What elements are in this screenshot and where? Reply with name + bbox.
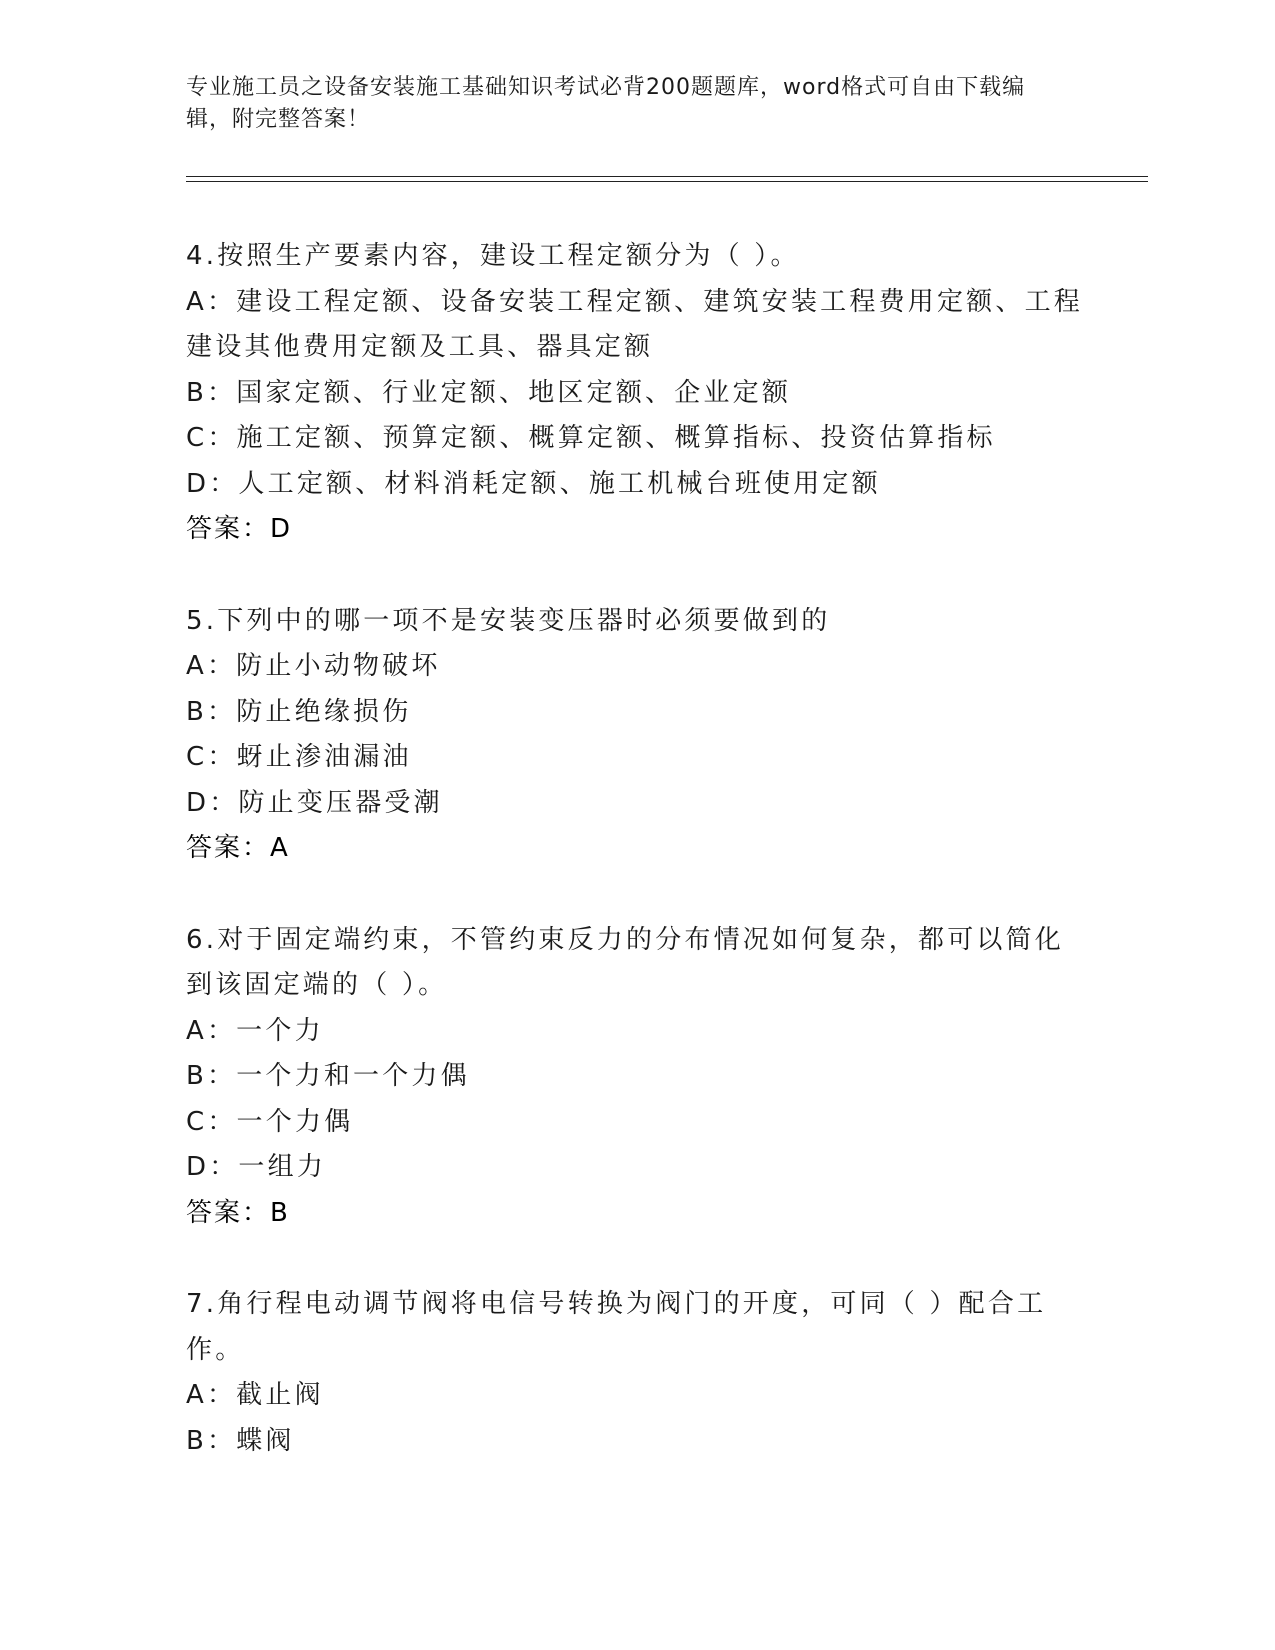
header-divider-top	[186, 176, 1148, 177]
option-a: A：截止阀	[186, 1380, 324, 1410]
question-item	[186, 918, 1086, 1237]
option-d: D：防止变压器受潮	[186, 787, 443, 818]
option-c: C：蚜止渗油漏油	[186, 742, 412, 772]
option-b: B：一个力和一个力偶	[186, 1061, 470, 1091]
question-list	[186, 234, 1086, 1510]
question-stem: 4.按照生产要素内容，建设工程定额分为（ ）。	[186, 241, 800, 271]
option-d: D：一组力	[186, 1152, 327, 1182]
question-stem: 7.角行程电动调节阀将电信号转换为阀门的开度，可同（ ）配合工作。	[186, 1289, 1047, 1365]
question-item	[186, 599, 1086, 872]
answer-label: 答案：B	[186, 1197, 290, 1228]
option-c: C：施工定额、预算定额、概算定额、概算指标、投资估算指标	[186, 423, 996, 453]
answer-label: 答案：D	[186, 514, 293, 544]
option-c: C：一个力偶	[186, 1106, 354, 1137]
question-item	[186, 234, 1086, 553]
document-header: 专业施工员之设备安装施工基础知识考试必背200题题库，word格式可自由下载编辑，附完整答案！	[186, 75, 1026, 132]
question-stem: 5.下列中的哪一项不是安装变压器时必须要做到的	[186, 605, 831, 636]
answer-label: 答案：A	[186, 833, 290, 863]
question-stem: 6.对于固定端约束，不管约束反力的分布情况如何复杂，都可以简化到该固定端的（ ）。	[186, 924, 1065, 1000]
option-d: D：人工定额、材料消耗定额、施工机械台班使用定额	[186, 468, 881, 499]
option-b: B：防止绝缘损伤	[186, 696, 412, 727]
header-divider-bottom	[186, 181, 1148, 182]
option-a: A：一个力	[186, 1015, 324, 1046]
option-a: A：防止小动物破坏	[186, 651, 441, 681]
option-a: A：建设工程定额、设备安装工程定额、建筑安装工程费用定额、工程建设其他费用定额及工具、器具定额	[186, 286, 1083, 362]
option-b: B：国家定额、行业定额、地区定额、企业定额	[186, 377, 792, 408]
option-b: B：蝶阀	[186, 1425, 295, 1456]
question-item	[186, 1282, 1086, 1464]
